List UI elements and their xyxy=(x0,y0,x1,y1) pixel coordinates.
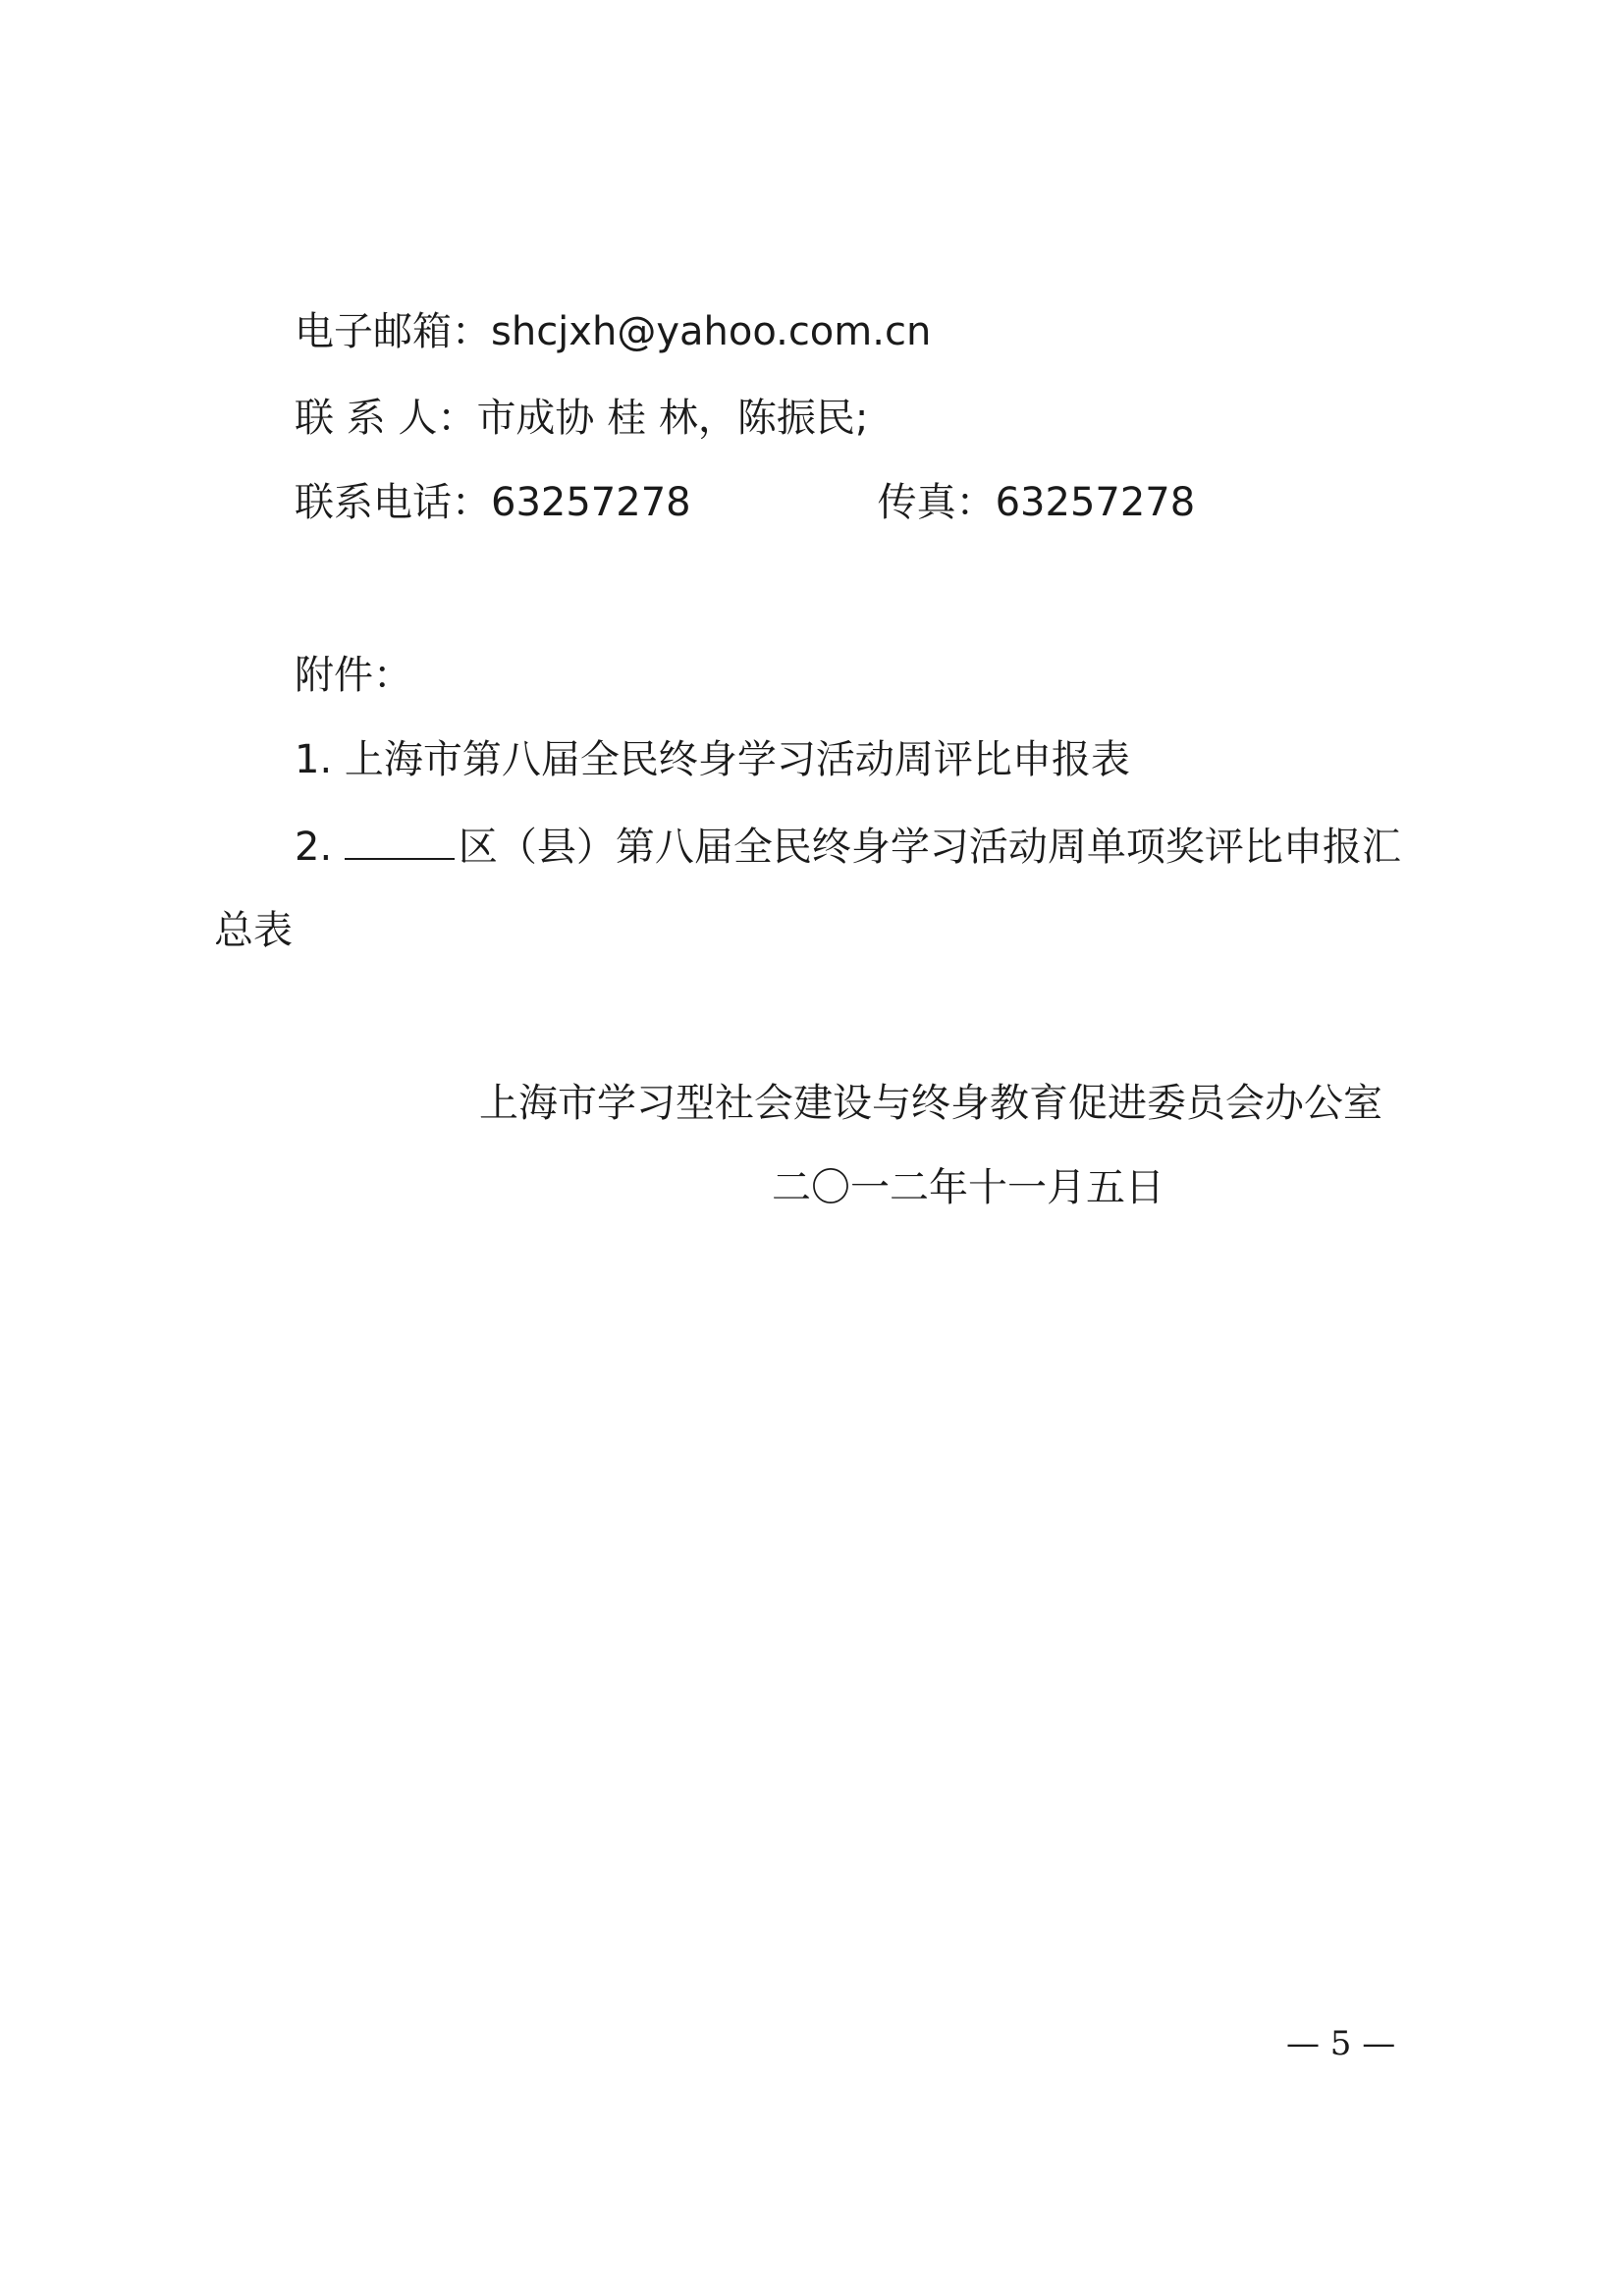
attachment-item-1: 1. 上海市第八届全民终身学习活动周评比申报表 xyxy=(295,737,1130,782)
contact-person-label: 联 系 人： xyxy=(295,396,477,441)
contact-person-value: 市成协 桂 林，陈振民; xyxy=(476,396,869,441)
fax-value: 63257278 xyxy=(995,480,1196,525)
issuing-organization: 上海市学习型社会建设与终身教育促进委员会办公室 xyxy=(479,1081,1382,1126)
email-line xyxy=(295,304,931,359)
phone-line xyxy=(295,475,1195,530)
attachment-item-2-text: 区（县）第八届全民终身学习活动周单项奖评比申报汇 xyxy=(458,825,1401,870)
email-value: shcjxh@yahoo.com.cn xyxy=(491,309,932,354)
issue-date: 二〇一二年十一月五日 xyxy=(772,1165,1164,1210)
phone-label: 联系电话： xyxy=(295,480,491,525)
contact-person-line xyxy=(295,391,868,446)
fill-in-blank xyxy=(345,819,455,860)
email-label: 电子邮箱： xyxy=(295,309,491,354)
page-number: — 5 — xyxy=(1286,2024,1396,2063)
fax-label: 传真： xyxy=(877,480,996,525)
phone-value: 63257278 xyxy=(491,480,691,525)
attachments-heading: 附件： xyxy=(295,653,412,698)
attachment-item-2-number: 2. xyxy=(295,825,333,870)
attachment-item-2-continuation: 总表 xyxy=(214,908,293,953)
attachment-item-2 xyxy=(295,819,1401,875)
